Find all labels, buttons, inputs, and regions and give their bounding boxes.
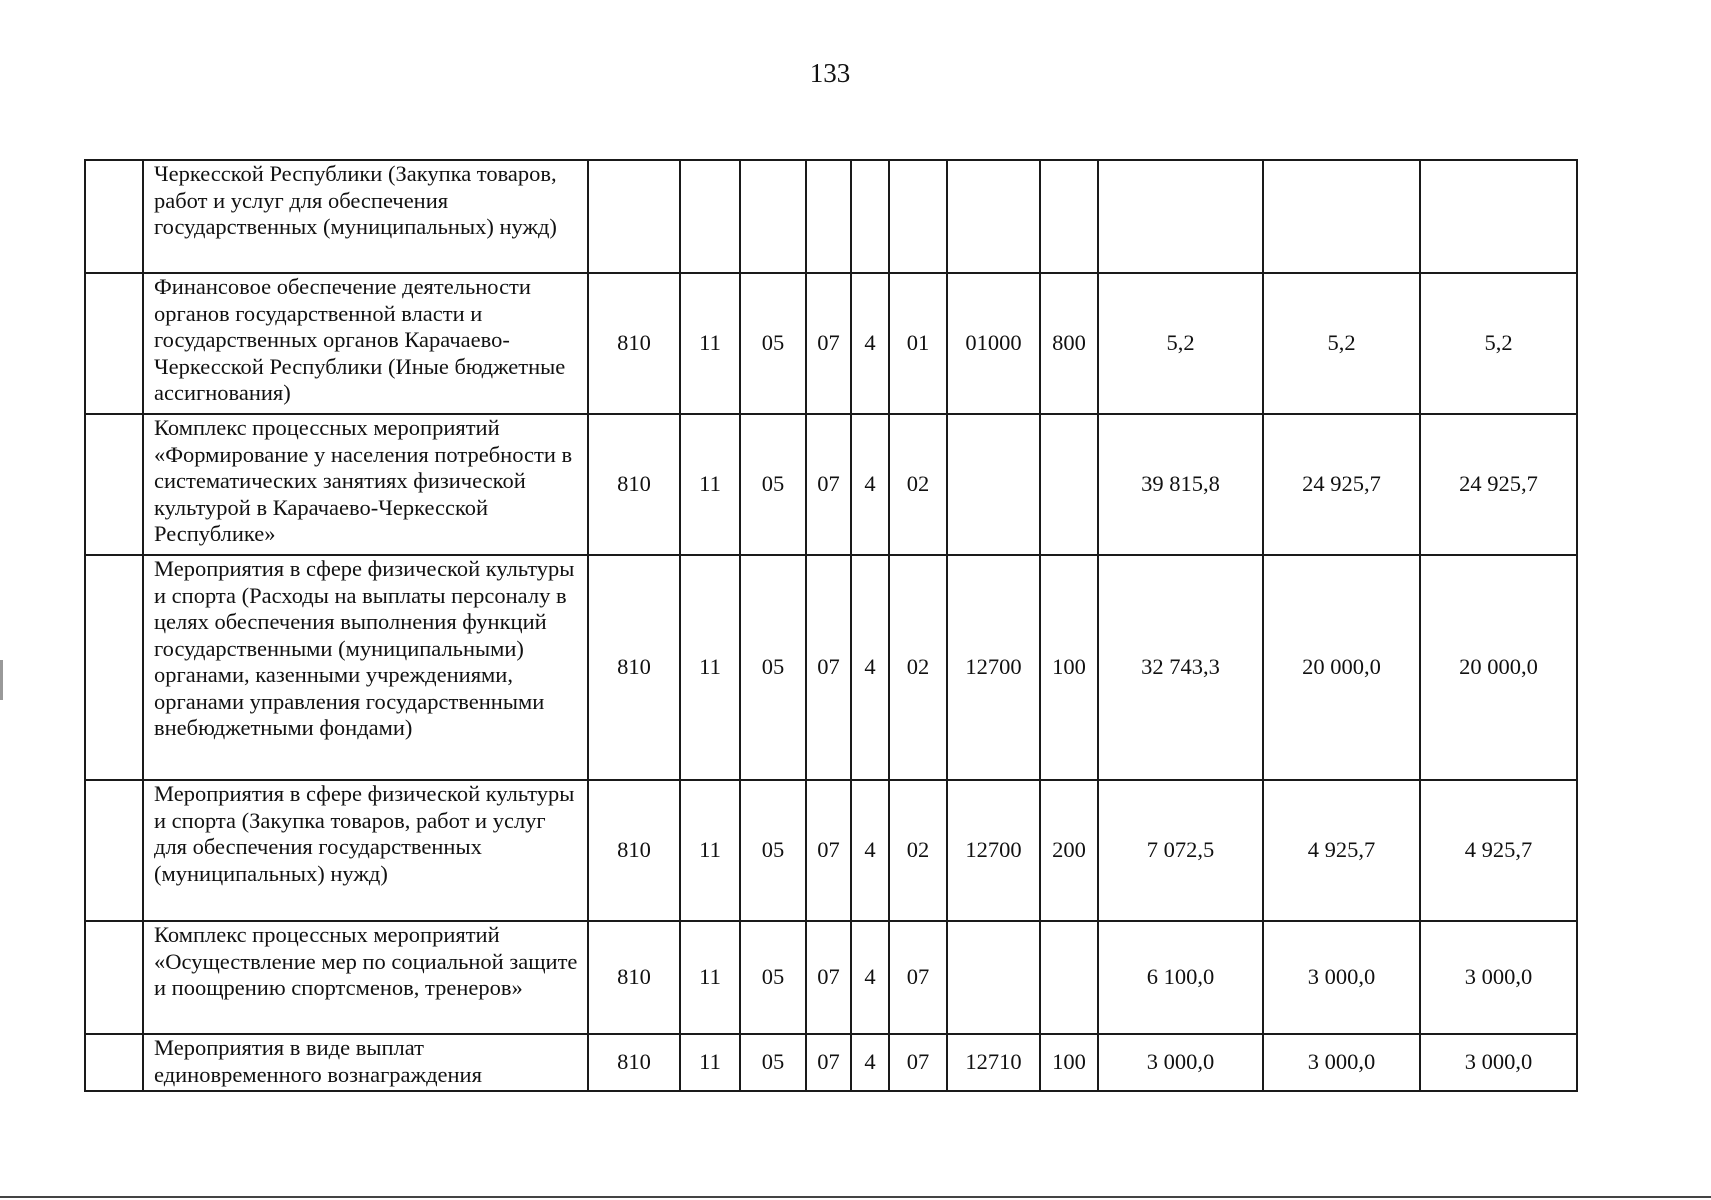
program-cell: 07	[806, 414, 851, 555]
direction-cell: 12700	[947, 555, 1040, 780]
description-cell: Финансовое обеспечение деятельности органов государственной власти и государственных органов Карачаево-Черкесской Республики (Иные бюджетные ассигнования)	[143, 273, 588, 414]
page-number: 133	[809, 58, 851, 88]
row-number-cell	[85, 780, 143, 921]
subprogram-cell: 07	[889, 1034, 947, 1091]
amount-year3-cell	[1420, 160, 1577, 273]
table-row	[85, 160, 1577, 273]
subsection-cell: 05	[740, 780, 806, 921]
program-cell: 07	[806, 780, 851, 921]
expense-type-cell: 100	[1040, 1034, 1098, 1091]
subsection-cell: 05	[740, 555, 806, 780]
subprogram-cell: 02	[889, 555, 947, 780]
section-cell	[680, 160, 740, 273]
program-cell: 07	[806, 555, 851, 780]
direction-cell	[947, 921, 1040, 1034]
amount-year3-cell: 20 000,0	[1420, 555, 1577, 780]
amount-year3-cell: 4 925,7	[1420, 780, 1577, 921]
amount-year2-cell: 24 925,7	[1263, 414, 1420, 555]
type-cell: 4	[851, 555, 889, 780]
row-number-cell	[85, 273, 143, 414]
direction-cell: 12710	[947, 1034, 1040, 1091]
amount-year2-cell: 20 000,0	[1263, 555, 1420, 780]
amount-year1-cell: 32 743,3	[1098, 555, 1263, 780]
grbs-cell: 810	[588, 273, 680, 414]
table-row	[85, 1034, 1577, 1091]
description-cell: Мероприятия в виде выплат единовременного вознаграждения	[143, 1034, 588, 1091]
table-row	[85, 780, 1577, 921]
section-cell: 11	[680, 1034, 740, 1091]
grbs-cell: 810	[588, 921, 680, 1034]
subprogram-cell: 02	[889, 780, 947, 921]
table-body	[85, 160, 1577, 1091]
subprogram-cell	[889, 160, 947, 273]
program-cell: 07	[806, 921, 851, 1034]
direction-cell	[947, 160, 1040, 273]
type-cell: 4	[851, 414, 889, 555]
expense-type-cell: 100	[1040, 555, 1098, 780]
amount-year1-cell: 3 000,0	[1098, 1034, 1263, 1091]
subprogram-cell: 01	[889, 273, 947, 414]
type-cell: 4	[851, 1034, 889, 1091]
grbs-cell	[588, 160, 680, 273]
grbs-cell: 810	[588, 414, 680, 555]
direction-cell: 12700	[947, 780, 1040, 921]
row-number-cell	[85, 1034, 143, 1091]
amount-year2-cell: 5,2	[1263, 273, 1420, 414]
section-cell: 11	[680, 780, 740, 921]
description-cell: Комплекс процессных мероприятий «Формирование у населения потребности в систематических занятиях физической культурой в Карачаево-Черкесской Республике»	[143, 414, 588, 555]
row-number-cell	[85, 160, 143, 273]
type-cell: 4	[851, 273, 889, 414]
description-cell: Черкесской Республики (Закупка товаров, работ и услуг для обеспечения государственных (муниципальных) нужд)	[143, 160, 588, 273]
program-cell: 07	[806, 1034, 851, 1091]
expense-type-cell	[1040, 921, 1098, 1034]
description-cell: Мероприятия в сфере физической культуры и спорта (Расходы на выплаты персоналу в целях обеспечения выполнения функций государственными (муниципальными) органами, казенными учреждениями, органами управления государственными внебюджетными фондами)	[143, 555, 588, 780]
amount-year3-cell: 24 925,7	[1420, 414, 1577, 555]
table-row	[85, 555, 1577, 780]
amount-year3-cell: 5,2	[1420, 273, 1577, 414]
section-cell: 11	[680, 921, 740, 1034]
subsection-cell: 05	[740, 921, 806, 1034]
scan-margin-mark	[0, 660, 3, 700]
scan-edge-line	[0, 1196, 1711, 1198]
expense-type-cell: 800	[1040, 273, 1098, 414]
row-number-cell	[85, 921, 143, 1034]
direction-cell: 01000	[947, 273, 1040, 414]
subprogram-cell: 02	[889, 414, 947, 555]
subprogram-cell: 07	[889, 921, 947, 1034]
table-row	[85, 414, 1577, 555]
subsection-cell	[740, 160, 806, 273]
section-cell: 11	[680, 414, 740, 555]
program-cell	[806, 160, 851, 273]
grbs-cell: 810	[588, 1034, 680, 1091]
amount-year2-cell	[1263, 160, 1420, 273]
direction-cell	[947, 414, 1040, 555]
type-cell: 4	[851, 921, 889, 1034]
budget-table	[84, 159, 1578, 1092]
amount-year1-cell: 7 072,5	[1098, 780, 1263, 921]
subsection-cell: 05	[740, 414, 806, 555]
row-number-cell	[85, 555, 143, 780]
table-row	[85, 921, 1577, 1034]
expense-type-cell	[1040, 414, 1098, 555]
table-row	[85, 273, 1577, 414]
amount-year1-cell: 6 100,0	[1098, 921, 1263, 1034]
grbs-cell: 810	[588, 555, 680, 780]
subsection-cell: 05	[740, 1034, 806, 1091]
amount-year1-cell	[1098, 160, 1263, 273]
description-cell: Комплекс процессных мероприятий «Осуществление мер по социальной защите и поощрению спортсменов, тренеров»	[143, 921, 588, 1034]
amount-year3-cell: 3 000,0	[1420, 1034, 1577, 1091]
type-cell	[851, 160, 889, 273]
row-number-cell	[85, 414, 143, 555]
amount-year3-cell: 3 000,0	[1420, 921, 1577, 1034]
description-cell: Мероприятия в сфере физической культуры и спорта (Закупка товаров, работ и услуг для обеспечения государственных (муниципальных) нужд)	[143, 780, 588, 921]
program-cell: 07	[806, 273, 851, 414]
amount-year2-cell: 3 000,0	[1263, 921, 1420, 1034]
amount-year2-cell: 4 925,7	[1263, 780, 1420, 921]
section-cell: 11	[680, 273, 740, 414]
amount-year1-cell: 39 815,8	[1098, 414, 1263, 555]
amount-year1-cell: 5,2	[1098, 273, 1263, 414]
expense-type-cell	[1040, 160, 1098, 273]
expense-type-cell: 200	[1040, 780, 1098, 921]
grbs-cell: 810	[588, 780, 680, 921]
section-cell: 11	[680, 555, 740, 780]
amount-year2-cell: 3 000,0	[1263, 1034, 1420, 1091]
subsection-cell: 05	[740, 273, 806, 414]
type-cell: 4	[851, 780, 889, 921]
